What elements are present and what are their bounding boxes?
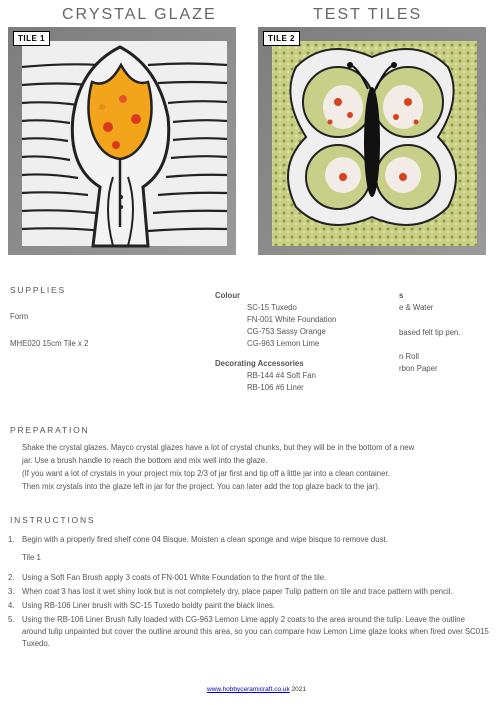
tile-1-photo [8,27,236,255]
preparation-heading: PREPARATION [10,425,90,435]
instructions-heading: INSTRUCTIONS [10,515,96,525]
instruction-step: 4. Using RB-106 Liner brush with SC-15 Tuxedo boldly paint the black lines. [8,601,276,610]
footer [207,686,306,693]
tulip-tile-image [8,27,236,255]
instruction-step: 5. Using the RB-106 Liner Brush fully loaded with CG-963 Lemon Lime apply 2 coats to the area around the tulip. Leave the outline around tulip unpainted but cover the outline around this area, so you can compare how Lemon Lime glaze looks when fired over SC015 Tuxedo. [8,615,489,648]
tile-2-label: TILE 2 [263,31,300,46]
preparation-line: jar. Use a brush handle to reach the bottom and mix well into the glaze. [22,456,268,465]
colour-item: CG-753 Sassy Orange [247,327,326,336]
preparation-line: (If you want a lot of crystals in your project mix top 2/3 of jar first and tip off a little jar into a clean container. [22,469,390,478]
clipped-supply-text: rbon Paper [399,364,438,373]
tile-2-photo [258,27,486,255]
website-link[interactable]: www.hobbyceramicraft.co.uk [207,686,290,693]
clipped-supply-text: n Roll [399,352,419,361]
instructions-list [8,534,490,652]
instruction-step: 2. Using a Soft Fan Brush apply 3 coats of FN-001 White Foundation to the front of the tile. [8,573,327,582]
clipped-supply-text: e & Water [399,303,434,312]
supplies-heading: SUPPLIES [10,285,66,295]
clipped-supply-text: s [399,291,404,300]
instruction-step: 1. Begin with a properly fired shelf cone 04 Bisque. Moisten a clean sponge and wipe bisque to remove dust. [8,535,388,544]
instruction-step: 3. When coat 3 has lost it wet shiny look but is not completely dry, place paper Tulip pattern on tile and trace pattern with pencil. [8,587,453,596]
clipped-supply-text: based felt tip pen. [399,328,461,337]
colour-item: FN-001 White Foundation [247,315,337,324]
butterfly-tile-image [258,27,486,255]
form-item: MHE020 15cm Tile x 2 [10,339,89,348]
colour-label: Colour [215,291,241,300]
preparation-line: Shake the crystal glazes. Mayco crystal glazes have a lot of crystal chunks, but they will be in the bottom of a new [22,443,415,452]
accessory-item: RB-144 #4 Soft Fan [247,371,316,380]
footer-year: 2021 [289,686,307,693]
colour-item: SC-15 Tuxedo [247,303,297,312]
instruction-subheading: Tile 1 [22,553,41,562]
form-label: Form [10,312,29,321]
preparation-text [22,441,492,493]
accessory-item: RB-106 #6 Liner [247,383,304,392]
decorating-accessories-label: Decorating Accessories [215,359,304,368]
preparation-line: Then mix crystals into the glaze left in jar for the project. You can later add the top glaze back to the jar). [22,482,380,491]
colour-item: CG-963 Lemon Lime [247,339,320,348]
header-test-tiles: TEST TILES [313,6,423,23]
header-crystal-glaze: CRYSTAL GLAZE [62,6,217,23]
tile-1-label: TILE 1 [13,31,50,46]
